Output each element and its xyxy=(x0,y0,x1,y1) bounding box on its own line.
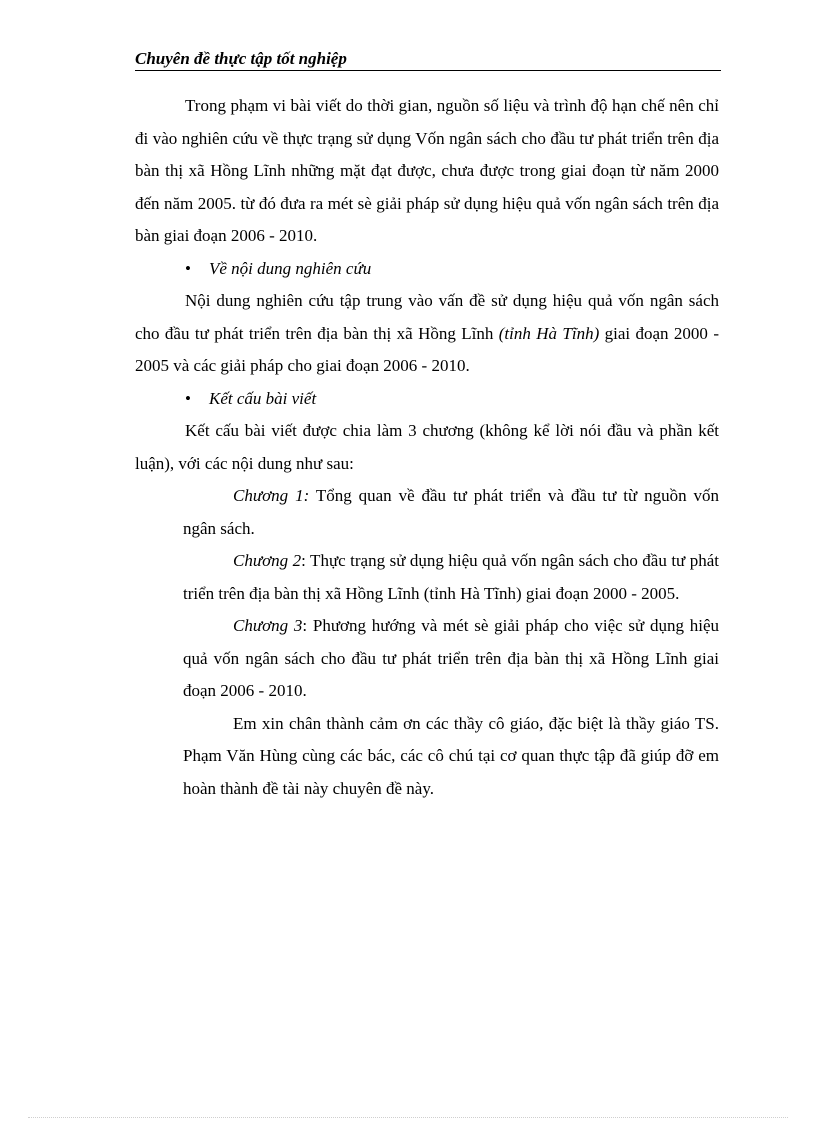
text-italic-segment: (tỉnh Hà Tĩnh) xyxy=(498,323,600,343)
bullet-icon: • xyxy=(185,258,191,278)
chapter-3 xyxy=(135,610,719,708)
chapter-label: Chương 2 xyxy=(233,551,302,570)
chapter-2 xyxy=(135,545,719,610)
bullet-label: Kết cấu bài viết xyxy=(209,388,317,408)
bullet-structure xyxy=(135,383,719,416)
bullet-icon: • xyxy=(185,388,191,408)
chapter-text: : Phương hướng và mét sè giải pháp cho việc sử dụng hiệu quả vốn ngân sách cho đầu tư phát triển trên địa bàn thị xã Hồng Lĩnh giai đoạn 2006 - 2010. xyxy=(183,616,719,700)
chapter-label: Chương 3 xyxy=(233,616,303,635)
chapter-1 xyxy=(135,480,719,545)
paragraph-research-content xyxy=(135,285,719,383)
bullet-label: Về nội dung nghiên cứu xyxy=(209,258,372,278)
chapter-label: Chương 1: xyxy=(233,486,310,505)
paragraph-scope: Trong phạm vi bài viết do thời gian, nguồn số liệu và trình độ hạn chế nên chỉ đi vào nghiên cứu về thực trạng sử dụng Vốn ngân sách cho đầu tư phát triển trên địa bàn thị xã Hồng Lĩnh những mặt đạt được, chưa được trong giai đoạn từ năm 2000 đến năm 2005. từ đó đưa ra mét sè giải pháp sử dụng hiệu quả vốn ngân sách trên địa bàn giai đoạn 2006 - 2010. xyxy=(135,96,719,245)
text-segment: giai đoạn 2000 - 2005 và các giải pháp cho giai đoạn 2006 - 2010. xyxy=(135,323,719,375)
chapter-text: Tổng quan về đầu tư phát triển và đầu tư từ nguồn vốn ngân sách. xyxy=(183,486,719,538)
document-body xyxy=(135,90,719,805)
bullet-research-content xyxy=(135,253,719,286)
paragraph-thanks: Em xin chân thành cảm ơn các thầy cô giáo, đặc biệt là thầy giáo TS. Phạm Văn Hùng cùng các bác, các cô chú tại cơ quan thực tập đã giúp đỡ em hoàn thành đề tài này chuyên đề này. xyxy=(183,713,719,798)
chapter-text: : Thực trạng sử dụng hiệu quả vốn ngân sách cho đầu tư phát triển trên địa bàn thị xã Hồng Lĩnh (tỉnh Hà Tĩnh) giai đoạn 2000 - 2005. xyxy=(183,551,720,603)
paragraph-structure: Kết cấu bài viết được chia làm 3 chương (không kể lời nói đầu và phần kết luận), với các nội dung như sau: xyxy=(135,421,719,473)
page-bottom-divider xyxy=(28,1117,788,1118)
text-segment: Nội dung nghiên cứu tập trung vào vấn đề sử dụng hiệu quả vốn ngân sách cho đầu tư phát triển trên địa bàn thị xã Hồng Lĩnh xyxy=(135,291,719,343)
page-header: Chuyên đề thực tập tốt nghiệp xyxy=(135,50,721,71)
